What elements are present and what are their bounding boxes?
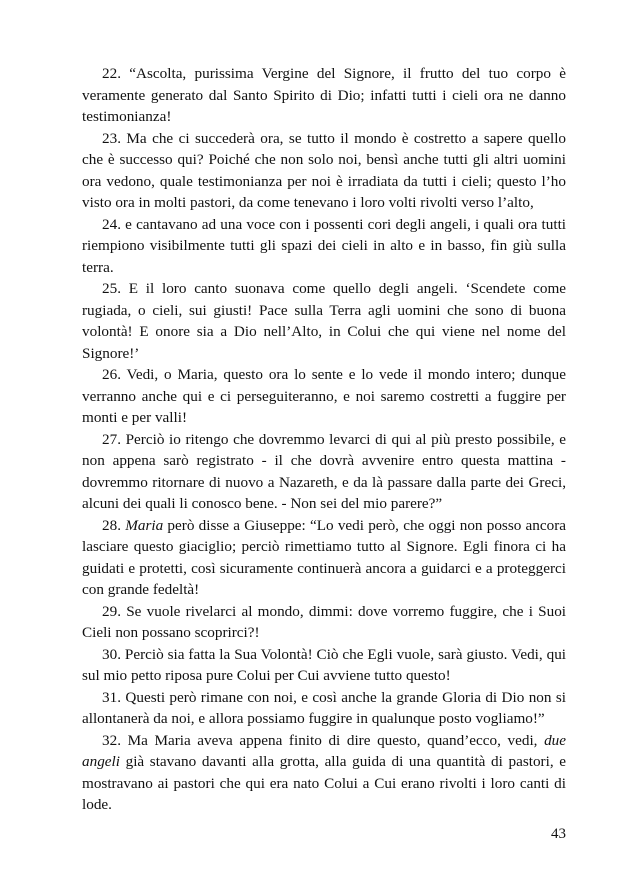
paragraph-29 [82, 601, 566, 644]
paragraph-text: Perciò sia fatta la Sua Volontà! Ciò che Egli vuole, sarà giusto. Vedi, qui sul mio petto riposa pure Colui per Cui avviene tutto questo! [82, 645, 567, 684]
page-body-text [82, 63, 566, 816]
paragraph-text: Vedi, o Maria, questo ora lo sente e lo vede il mondo intero; dunque verranno anche qui e ci perseguiteranno, e noi saremo costretti a fuggire per monti e per valli! [82, 366, 566, 426]
paragraph-23 [82, 128, 566, 214]
paragraph-text: già stavano davanti alla grotta, alla guida di una quantità di pastori, e mostravano ai pastori che qui era nato Colui a Cui erano rivolti i loro canti di lode. [82, 753, 567, 813]
paragraph-26 [82, 364, 566, 429]
verse-number: 30. [102, 645, 121, 663]
paragraph-30 [82, 644, 566, 687]
paragraph-text: però disse a Giuseppe: “Lo vedi però, che oggi non posso ancora lasciare questo giaciglio; perciò rimettiamo tutto al Signore. Egli finora ci ha guidati e protetti, così sicuramente continuerà ancora a guidarci e a proteggerci con grande fedeltà! [82, 516, 567, 598]
paragraph-32 [82, 730, 566, 816]
italic-speaker-name: Maria [125, 516, 164, 534]
verse-number: 25. [102, 280, 121, 297]
paragraph-31 [82, 687, 566, 730]
paragraph-28 [82, 515, 566, 601]
paragraph-text: Se vuole rivelarci al mondo, dimmi: dove vorremo fuggire, che i Suoi Cieli non possano scoprirci?! [82, 602, 567, 641]
verse-number: 24. [102, 215, 121, 233]
verse-number: 22. [102, 65, 121, 82]
paragraph-text: E il loro canto suonava come quello degli angeli. ‘Scendete come rugiada, o cieli, sui giusti! Pace sulla Terra agli uomini che sono di buona volontà! E onore sia a Dio nell’Alto, in Colui che qui viene nel nome del Signore!’ [82, 280, 567, 362]
paragraph-25 [82, 278, 566, 364]
verse-number: 32. [102, 731, 121, 749]
paragraph-24 [82, 214, 566, 279]
paragraph-text: Perciò io ritengo che dovremmo levarci di qui al più presto possibile, e non appena sarò registrato - il che dovrà avvenire entro questa mattina - dovremmo ritornare di nuovo a Nazareth, e da là passare dalla parte dei Greci, alcuni dei quali li conosco bene. - Non sei del mio parere?” [82, 430, 567, 512]
paragraph-22 [82, 63, 566, 128]
paragraph-text: e cantavano ad una voce con i possenti cori degli angeli, i quali ora tutti riempiono visibilmente tutti gli spazi dei cieli in alto e in basso, fin giù sulla terra. [82, 215, 567, 276]
paragraph-27 [82, 429, 566, 515]
verse-number: 23. [102, 129, 121, 147]
verse-number: 26. [102, 366, 121, 383]
page-number: 43 [551, 826, 566, 842]
paragraph-text: Questi però rimane con noi, e così anche la grande Gloria di Dio non si allontanerà da noi, e allora possiamo fuggire in qualunque posto vogliamo!” [82, 688, 567, 727]
italic-phrase: due angeli [82, 731, 567, 770]
paragraph-text: Ma che ci succederà ora, se tutto il mondo è costretto a sapere quello che è successo qui? Poiché che non solo noi, bensì anche tutti gli altri uomini ora vedono, quale testimonianza per noi è irradiata da tutti i cieli; questo l’ho visto ora in molti pastori, da come tenevano i loro volti rivolti verso l’alto, [82, 129, 567, 211]
verse-number: 28. [102, 516, 121, 534]
verse-number: 29. [102, 602, 121, 620]
paragraph-text-before: Ma Maria aveva appena finito di dire questo, quand’ecco, vedi, [127, 731, 538, 749]
paragraph-text: “Ascolta, purissima Vergine del Signore, il frutto del tuo corpo è veramente generato dal Santo Spirito di Dio; infatti tutti i cieli ora ne danno testimonianza! [82, 65, 567, 125]
verse-number: 31. [102, 688, 121, 706]
verse-number: 27. [102, 430, 121, 448]
